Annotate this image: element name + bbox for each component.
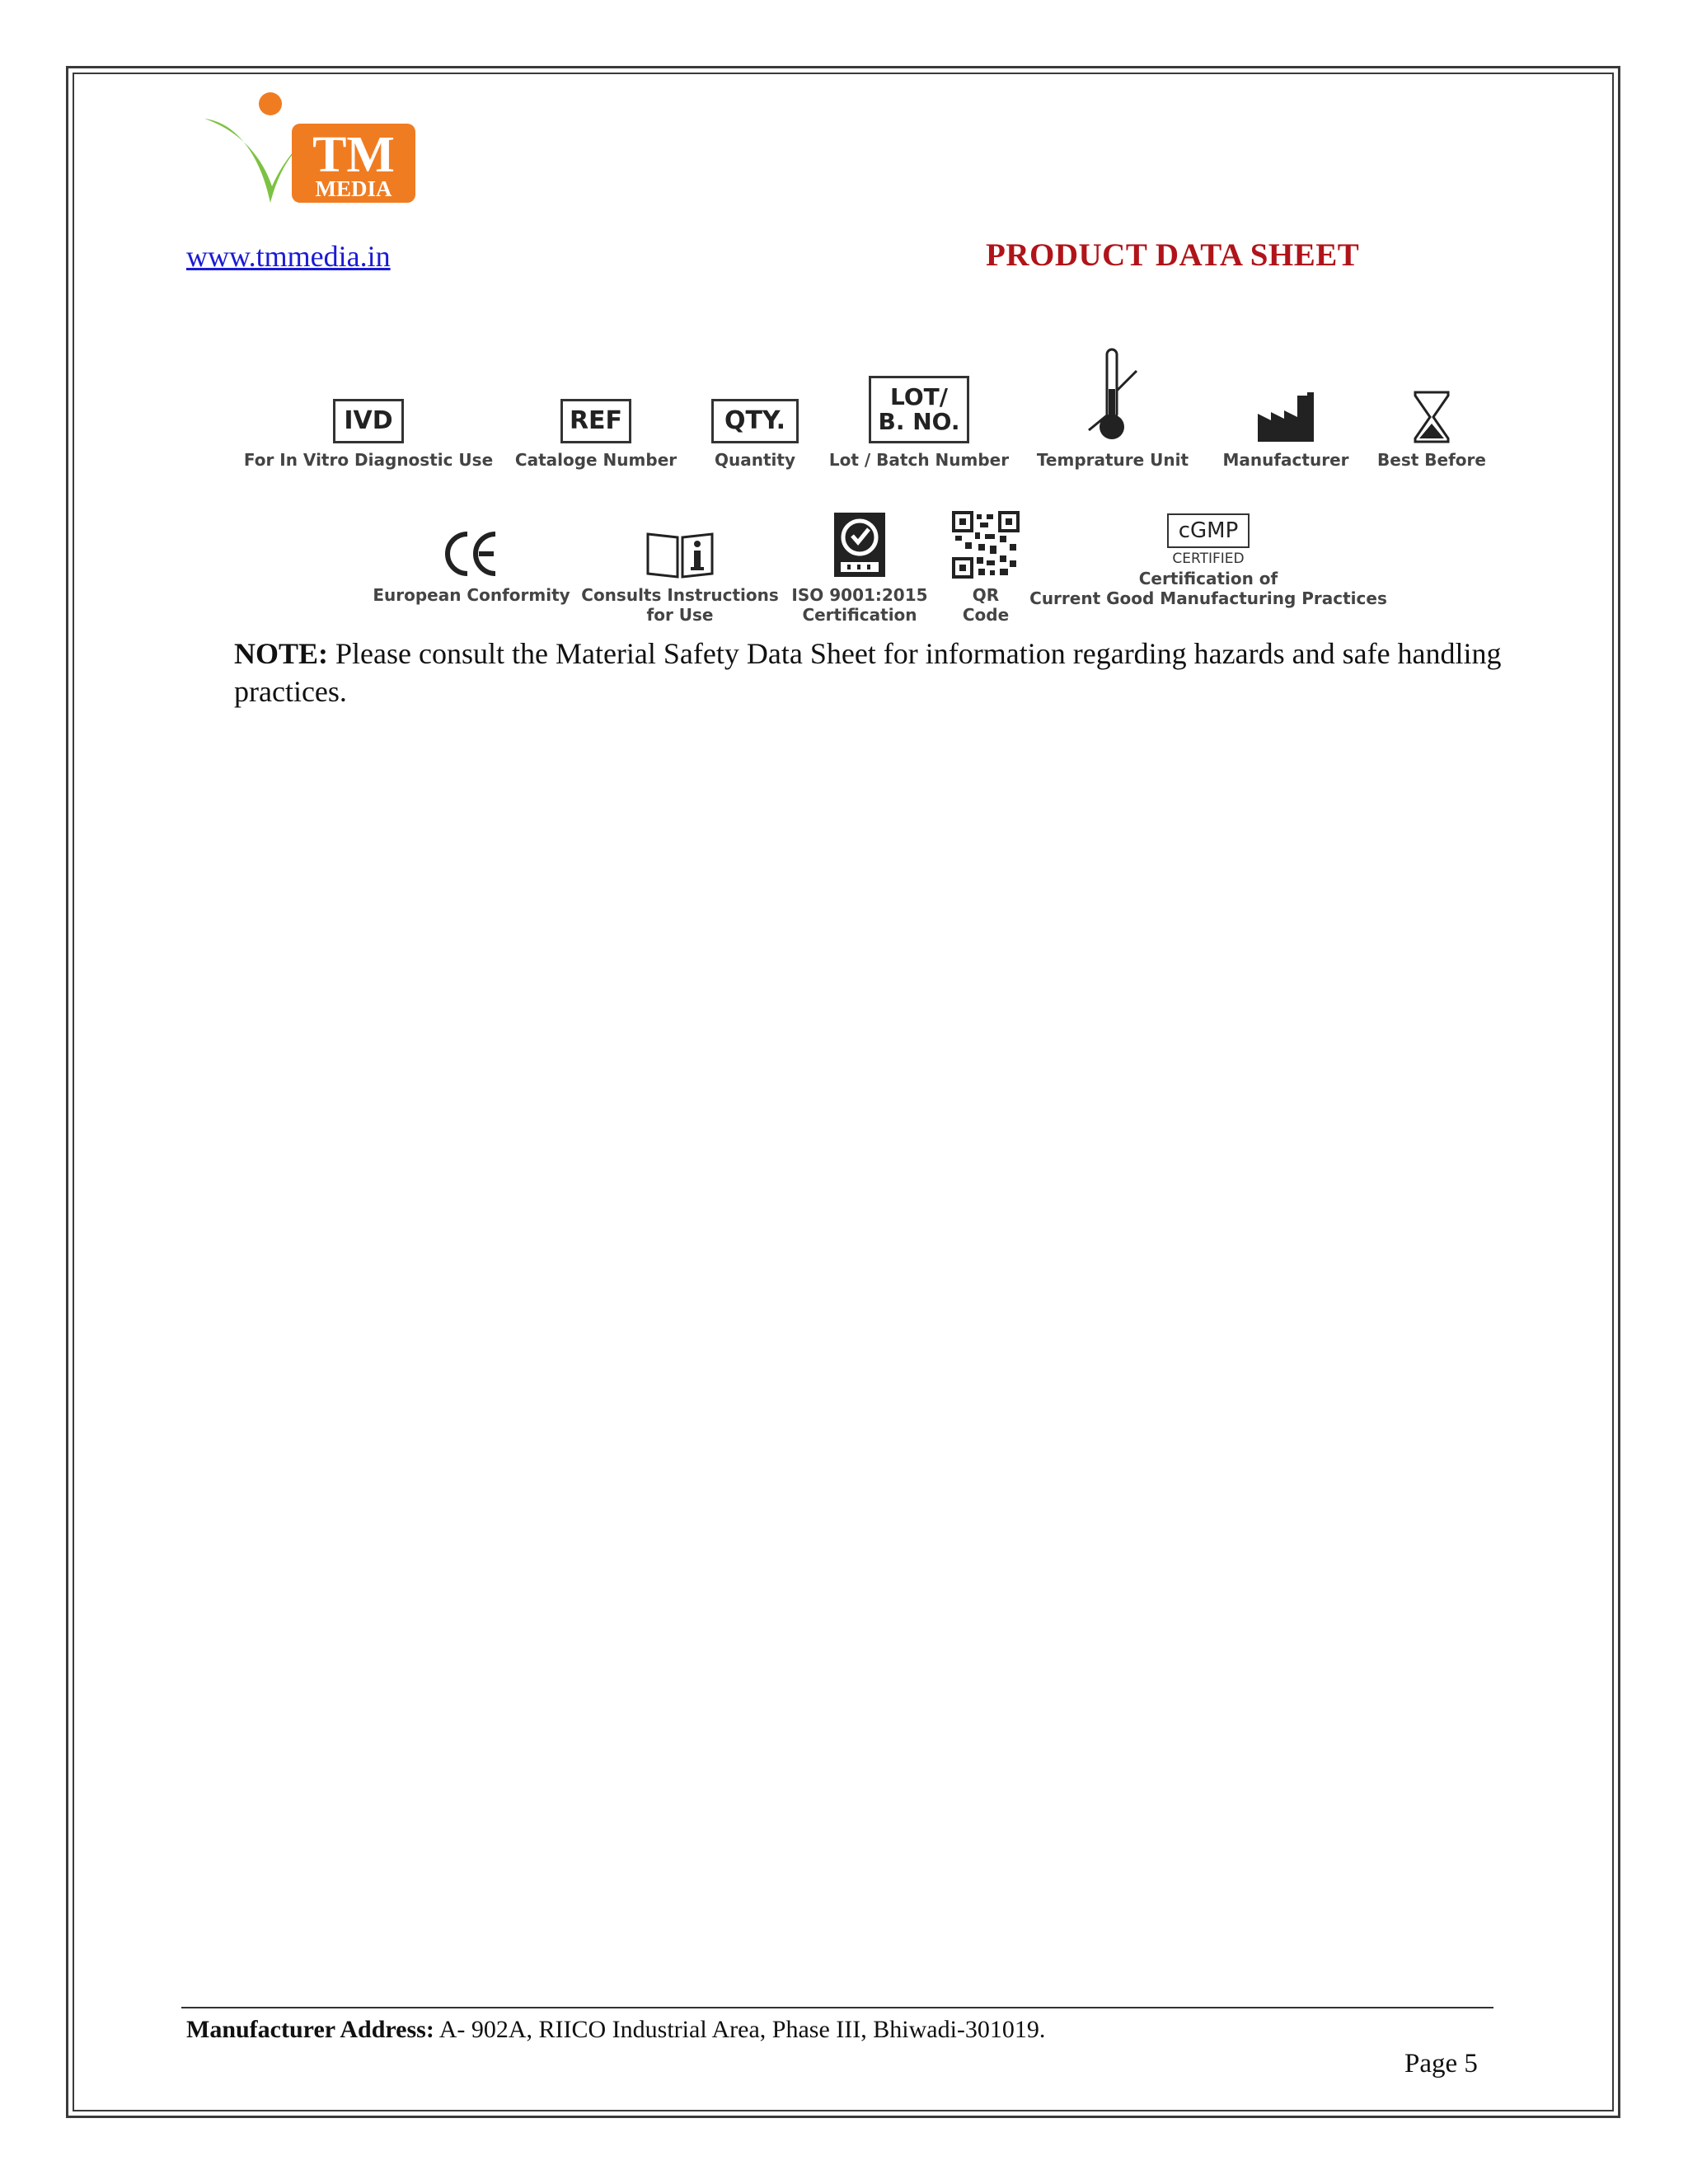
- caption-line: QR: [972, 585, 1000, 605]
- symbol-best-before: [1378, 386, 1485, 470]
- cgmp-icon: cGMP: [1167, 513, 1250, 548]
- symbol-caption: Temprature Unit: [1036, 450, 1189, 470]
- caption-line: for Use: [646, 605, 714, 625]
- caption-line: Consults Instructions: [581, 585, 779, 605]
- caption-line: Current Good Manufacturing Practices: [1029, 588, 1387, 608]
- address-label: Manufacturer Address:: [186, 2016, 434, 2043]
- safety-note: [234, 635, 1553, 710]
- caption-line: Code: [962, 605, 1010, 625]
- lot-box-line2: B. NO.: [878, 408, 960, 435]
- caption-line: Certification of: [1138, 569, 1278, 588]
- symbol-lot: [828, 376, 1010, 470]
- ref-box-icon: REF: [560, 399, 631, 443]
- svg-text:MEDIA: MEDIA: [315, 176, 392, 201]
- ce-mark-icon: [443, 529, 500, 579]
- symbol-caption: [791, 585, 927, 625]
- address-text: A- 902A, RIICO Industrial Area, Phase III, Bhiwadi-301019.: [434, 2016, 1046, 2043]
- qr-code-icon: [952, 511, 1020, 579]
- symbol-caption: European Conformity: [373, 585, 570, 605]
- thermometer-icon: [1084, 348, 1142, 443]
- caption-line: Certification: [802, 605, 917, 625]
- note-label: NOTE:: [234, 637, 329, 670]
- symbol-ivd: [243, 399, 494, 470]
- symbol-ref: [514, 399, 678, 470]
- page-title: PRODUCT DATA SHEET: [986, 237, 1360, 273]
- svg-text:TM: TM: [312, 127, 395, 183]
- lot-box-icon: [869, 376, 969, 443]
- lot-box-line1: LOT/: [890, 383, 948, 410]
- hourglass-icon: [1413, 391, 1451, 443]
- symbol-caption: Lot / Batch Number: [828, 450, 1010, 470]
- symbol-european-conformity: [373, 521, 570, 605]
- instructions-book-icon: [646, 529, 714, 579]
- qty-box-icon: QTY.: [711, 399, 799, 443]
- ivd-box-icon: IVD: [333, 399, 404, 443]
- symbol-iso-certification: [790, 504, 930, 625]
- symbol-quantity: [706, 399, 804, 470]
- symbol-caption: Best Before: [1377, 450, 1486, 470]
- symbol-temperature: [1036, 348, 1189, 470]
- symbol-cgmp: [1029, 513, 1387, 608]
- caption-line: ISO 9001:2015: [791, 585, 928, 605]
- tm-media-logo: [203, 89, 419, 213]
- page-number: Page 5: [1404, 2049, 1478, 2079]
- symbol-caption: [1029, 569, 1387, 608]
- website-link[interactable]: www.tmmedia.in: [186, 240, 391, 273]
- cgmp-certified-label: CERTIFIED: [1172, 551, 1245, 567]
- symbol-caption: [581, 585, 778, 625]
- manufacturer-address: [186, 2016, 1045, 2044]
- footer-divider: [181, 2007, 1493, 2008]
- symbol-caption: For In Vitro Diagnostic Use: [243, 450, 494, 470]
- symbol-consult-instructions: [581, 521, 779, 625]
- symbol-caption: [963, 585, 1009, 625]
- symbol-manufacturer: [1220, 386, 1352, 470]
- note-text: Please consult the Material Safety Data Sheet for information regarding hazards and safe handling practices.: [234, 637, 1502, 708]
- symbol-caption: Cataloge Number: [514, 450, 678, 470]
- symbol-qr-code: [946, 504, 1025, 625]
- factory-icon: [1256, 391, 1315, 443]
- symbol-caption: Manufacturer: [1222, 450, 1349, 470]
- symbol-caption: Quantity: [715, 450, 795, 470]
- iso-certification-icon: [832, 511, 887, 579]
